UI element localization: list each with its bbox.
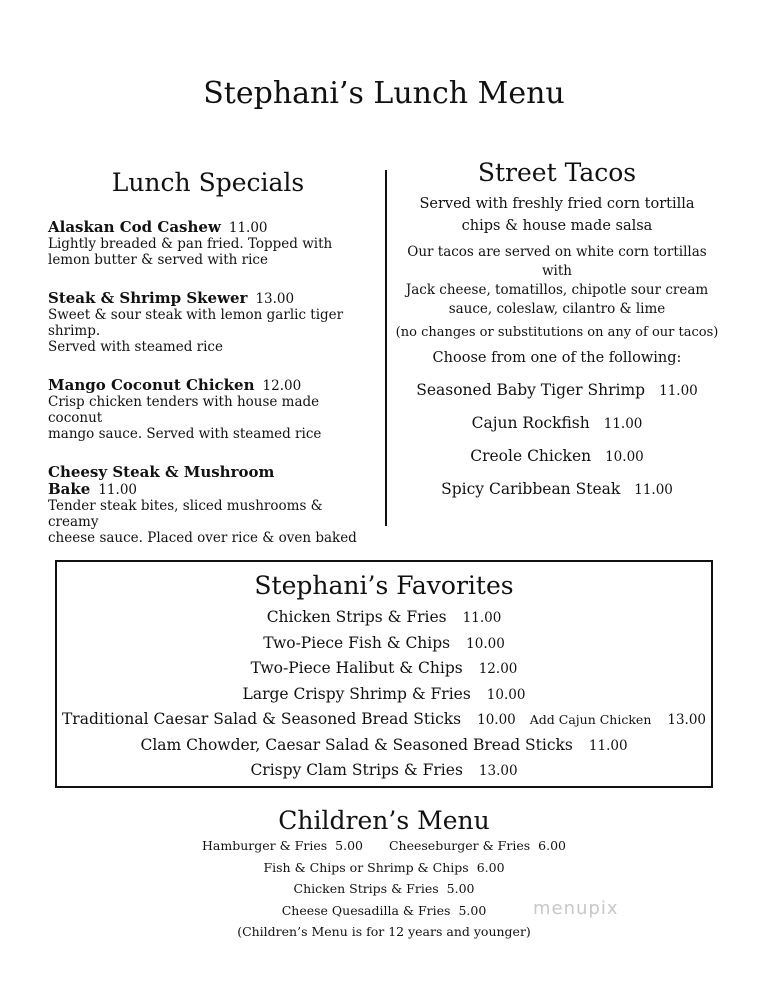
favorite-price: 12.00 (478, 661, 518, 677)
taco-item (392, 447, 722, 465)
favorite-price: 11.00 (588, 737, 628, 754)
menu-item (48, 377, 368, 442)
children-item-price: 5.00 (446, 881, 475, 896)
favorite-item (57, 656, 711, 682)
item-name: Steak & Shrimp Skewer (48, 289, 248, 307)
children-menu-heading: Children’s Menu (278, 806, 490, 835)
favorites-box (55, 560, 713, 788)
favorites-heading: Stephani’s Favorites (254, 571, 514, 600)
column-divider (385, 170, 387, 526)
item-name: Cheesy Steak & Mushroom Bake (48, 463, 275, 498)
item-description: Lightly breaded & pan fried. Topped with (48, 236, 333, 252)
favorite-price: 11.00 (462, 610, 502, 626)
favorite-price: 10.00 (477, 712, 516, 728)
favorite-name: Chicken Strips & Fries (266, 608, 447, 626)
children-item-name: Cheese Quesadilla & Fries (281, 902, 451, 918)
children-item-price: 6.00 (476, 859, 505, 875)
children-item-row (0, 900, 768, 922)
menu-item (48, 219, 368, 268)
favorite-name: Clam Chowder, Caesar Salad & Seasoned Bread Sticks (140, 735, 573, 754)
menu-title: Stephani’s Lunch Menu (203, 76, 565, 111)
watermark: menupix (533, 898, 619, 919)
favorite-name: Two-Piece Halibut & Chips (250, 659, 463, 677)
favorite-item (57, 631, 711, 657)
street-tacos-section (392, 158, 722, 498)
tacos-description (392, 243, 722, 319)
children-item-name: Cheeseburger & Fries (388, 838, 531, 853)
tacos-intro-line: Served with freshly fried corn tortilla (419, 196, 695, 212)
tacos-intro (392, 193, 722, 237)
item-price: 11.00 (98, 482, 137, 498)
favorite-addon-price: 13.00 (667, 712, 707, 728)
children-menu-note: (Children’s Menu is for 12 years and younger) (237, 924, 531, 939)
children-item-name: Fish & Chips or Shrimp & Chips (263, 859, 469, 875)
children-item-row (0, 835, 768, 857)
item-price: 13.00 (255, 291, 295, 307)
favorite-item (57, 733, 711, 759)
taco-item (392, 414, 722, 432)
favorite-price: 10.00 (466, 635, 505, 652)
favorite-name: Traditional Caesar Salad & Seasoned Bread Sticks (61, 710, 462, 728)
favorites-list (57, 605, 711, 784)
item-description: Crisp chicken tenders with house made coconut (48, 394, 320, 426)
street-tacos-heading: Street Tacos (477, 158, 637, 187)
children-item-price: 6.00 (538, 838, 566, 853)
taco-name: Creole Chicken (470, 447, 592, 465)
taco-name: Spicy Caribbean Steak (441, 480, 621, 498)
item-price: 12.00 (262, 378, 302, 394)
taco-name: Seasoned Baby Tiger Shrimp (416, 381, 646, 399)
lunch-specials-section (48, 168, 368, 546)
favorite-item (57, 758, 711, 784)
item-description: lemon butter & served with rice (48, 252, 268, 268)
children-item-name: Hamburger & Fries (202, 838, 328, 853)
item-description: Sweet & sour steak with lemon garlic tiger shrimp. (48, 307, 344, 339)
favorite-price: 13.00 (478, 763, 518, 779)
item-description: cheese sauce. Placed over rice & oven baked (48, 530, 357, 546)
menu-item (48, 290, 368, 355)
item-description: Tender steak bites, sliced mushrooms & creamy (48, 498, 323, 530)
children-item-row (0, 857, 768, 879)
favorite-addon: Add Cajun Chicken (529, 712, 652, 727)
menu-item (48, 464, 368, 546)
taco-item (392, 381, 722, 399)
taco-item (392, 480, 722, 498)
tacos-intro-line: chips & house made salsa (461, 218, 653, 234)
taco-price: 11.00 (603, 416, 643, 432)
tacos-description-line: sauce, coleslaw, cilantro & lime (448, 301, 666, 317)
item-name: Alaskan Cod Cashew (48, 218, 221, 236)
children-item-price: 5.00 (335, 838, 363, 853)
item-name: Mango Coconut Chicken (48, 376, 255, 394)
tacos-description-line: Jack cheese, tomatillos, chipotle sour cream (405, 282, 709, 298)
children-item-price: 5.00 (458, 902, 487, 918)
favorite-name: Crispy Clam Strips & Fries (250, 761, 463, 779)
tacos-description-line: Our tacos are served on white corn tortillas with (407, 244, 707, 279)
lunch-specials-heading: Lunch Specials (111, 168, 305, 197)
favorite-name: Two-Piece Fish & Chips (263, 633, 451, 652)
favorite-item (57, 707, 711, 733)
children-menu-section (0, 806, 768, 943)
favorite-item (57, 605, 711, 631)
taco-name: Cajun Rockfish (471, 414, 590, 432)
favorite-item (57, 682, 711, 708)
item-price: 11.00 (228, 220, 268, 236)
item-description: mango sauce. Served with steamed rice (48, 426, 322, 442)
tacos-choose: Choose from one of the following: (432, 350, 682, 366)
item-description: Served with steamed rice (48, 339, 223, 355)
favorite-name: Large Crispy Shrimp & Fries (242, 684, 471, 703)
taco-price: 11.00 (659, 383, 698, 399)
children-item-row (0, 878, 768, 900)
taco-price: 10.00 (605, 449, 644, 465)
favorite-price: 10.00 (486, 686, 526, 703)
tacos-note: (no changes or substitutions on any of our tacos) (395, 325, 719, 340)
taco-price: 11.00 (634, 482, 673, 498)
children-item-name: Chicken Strips & Fries (293, 881, 439, 896)
